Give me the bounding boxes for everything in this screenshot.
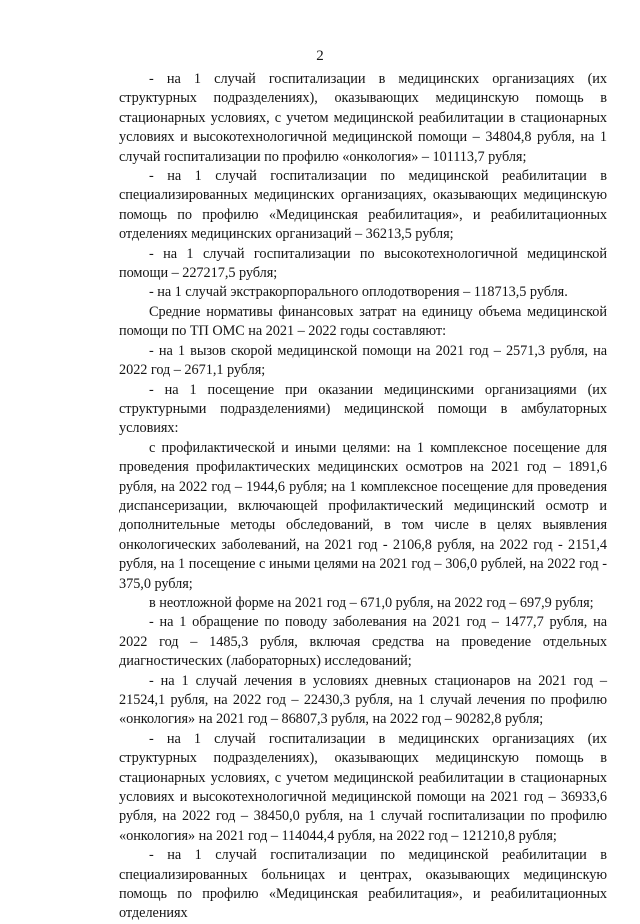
paragraph: - на 1 случай госпитализации по медицинской реабилитации в специализированных больницах и центрах, оказывающих медицинскую помощь по профилю «Медицинская реабилитация», и реабилитационных отделениях — [119, 847, 607, 922]
page-number: 2 — [316, 48, 324, 64]
paragraph: - на 1 случай госпитализации по медицинской реабилитации в специализированных медицинских организациях, оказывающих медицинскую помощь по профилю «Медицинская реабилитация», и реабилитационных отделениях медицинских организаций – 36213,5 рубля; — [119, 168, 607, 243]
paragraph: - на 1 вызов скорой медицинской помощи на 2021 год – 2571,3 рубля, на 2022 год – 2671,1 рубля; — [119, 342, 607, 379]
paragraph: с профилактической и иными целями: на 1 комплексное посещение для проведения профилактических медицинских осмотров на 2021 год – 1891,6 рубля, на 2022 год – 1944,6 рубля; на 1 комплексное посещение для проведения диспансеризации, включающей профилактический медицинский осмотр и дополнительные методы обследований, в том числе в целях выявления онкологических заболеваний, на 2021 год - 2106,8 рубля, на 2022 год - 2151,4 рубля, на 1 посещение с иными целями на 2021 год – 306,0 рублей, на 2022 год - 375,0 рубля; — [119, 439, 607, 592]
document-body — [119, 70, 607, 924]
paragraph: - на 1 случай госпитализации в медицинских организациях (их структурных подразделениях), оказывающих медицинскую помощь в стационарных условиях, с учетом медицинской реабилитации в стационарных условиях и высокотехнологичной медицинской помощи – 34804,8 рубля, на 1 случай госпитализации по профилю «онкология» – 101113,7 рубля; — [119, 71, 607, 165]
paragraph: в неотложной форме на 2021 год – 671,0 рубля, на 2022 год – 697,9 рубля; — [149, 594, 594, 611]
paragraph: - на 1 обращение по поводу заболевания на 2021 год – 1477,7 рубля, на 2022 год – 1485,3 рубля, включая средства на проведение отдельных диагностических (лабораторных) исследований; — [119, 614, 607, 670]
paragraph: - на 1 случай лечения в условиях дневных стационаров на 2021 год – 21524,1 рубля, на 2022 год – 22430,3 рубля, на 1 случай лечения по профилю «онкология» на 2021 год – 86807,3 рубля, на 2022 год – 90282,8 рубля; — [119, 672, 607, 728]
paragraph: - на 1 случай госпитализации по высокотехнологичной медицинской помощи – 227217,5 рубля; — [119, 245, 607, 282]
paragraph: - на 1 посещение при оказании медицинскими организациями (их структурными подразделениями) медицинской помощи в амбулаторных условиях: — [119, 381, 607, 437]
paragraph: - на 1 случай госпитализации в медицинских организациях (их структурных подразделениях), оказывающих медицинскую помощь в стационарных условиях, с учетом медицинской реабилитации в стационарных условиях и высокотехнологичной медицинской помощи на 2021 год – 36933,6 рубля, на 2022 год – 38450,0 рубля, на 1 случай госпитализации по профилю «онкология» на 2021 год – 114044,4 рубля, на 2022 год – 121210,8 рубля; — [119, 730, 607, 844]
paragraph: Средние нормативы финансовых затрат на единицу объема медицинской помощи по ТП ОМС на 2021 – 2022 годы составляют: — [119, 303, 607, 340]
paragraph: - на 1 случай экстракорпорального оплодотворения – 118713,5 рубля. — [149, 284, 568, 301]
